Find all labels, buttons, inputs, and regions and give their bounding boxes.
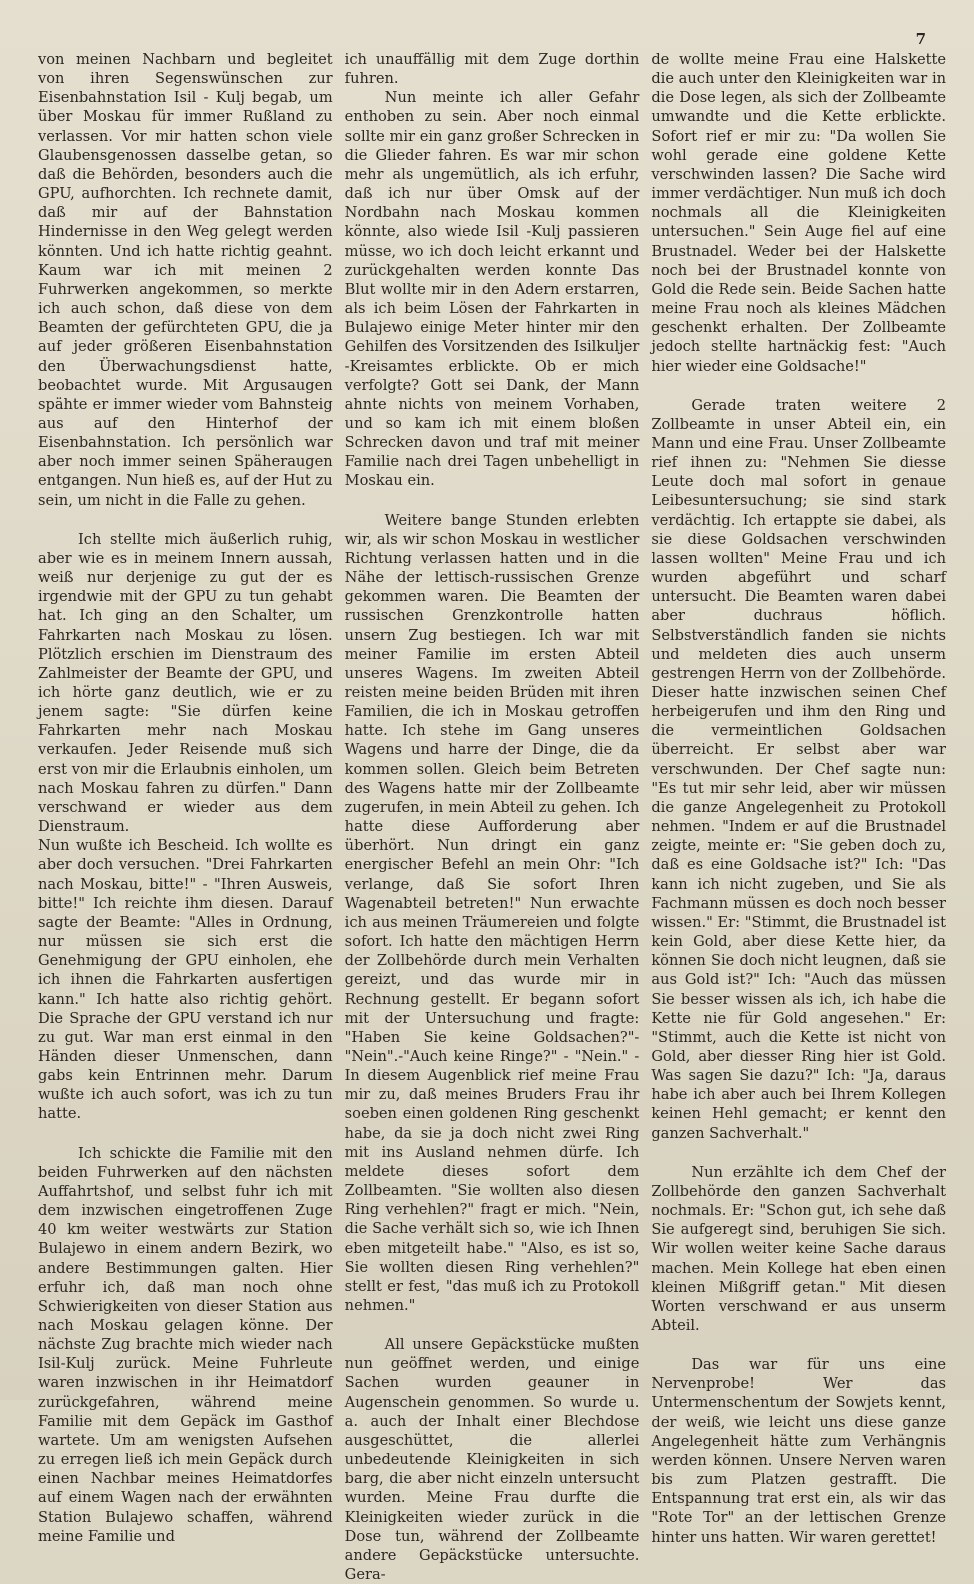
paragraph: Nun wußte ich Bescheid. Ich wollte es aber doch versuchen. "Drei Fahrkarten nach Moskau, bitte!" - "Ihren Ausweis, bitte!" Ich reichte ihm diesen. Darauf sagte der Beamte: "Alles in Ordnung, nur müssen sie sich erst die Genehmigung der GPU einholen, ehe ich ihnen die Fahrkarten ausfertigen kann." Ich hatte also richtig gehört. Die Sprache der GPU verstand ich nur zu gut. War man erst einmal in den Händen dieser Unmenschen, dann gabs kein Entrinnen mehr. Darum wußte ich auch sofort, was ich zu tun hatte. bbox=[38, 837, 333, 1123]
paragraph: Das war für uns eine Nervenprobe! Wer das Untermenschentum der Sowjets kennt, der weiß, wie leicht uns diese ganze Angelegenheit hätte zum Verhängnis werden können. Unsere Nerven waren bis zum Platzen gestrafft. Die Entspannung trat erst ein, als wir das "Rote Tor" an der lettischen Grenze hinter uns hatten. Wir waren gerettet! bbox=[651, 1356, 947, 1546]
page-number: 7 bbox=[915, 30, 926, 48]
column-2 bbox=[345, 50, 640, 1584]
paragraph: de wollte meine Frau eine Halskette die auch unter den Kleinigkeiten war in die Dose legen, als sich der Zollbeamte umwandte und die Kette erblickte. Sofort rief er mir zu: "Da wollen Sie wohl gerade eine goldene Kette verschwinden lassen? Die Sache wird immer verdächtiger. Nun muß ich doch nochmals all die Kleinigkeiten untersuchen." Sein Auge fiel auf eine Brustnadel. Weder bei der Halskette noch bei der Brustnadel konnte von Gold die Rede sein. Beide Sachen hatte meine Frau noch als kleines Mädchen geschenkt erhalten. Der Zollbeamte jedoch stellte hartnäckig fest: "Auch hier wieder eine Goldsache!" bbox=[651, 51, 947, 375]
paragraph: von meinen Nachbarn und begleitet von ihren Segenswünschen zur Eisenbahnstation Isil - Kulj begab, um über Moskau für immer Rußland zu verlassen. Vor mir hatten schon viele Glaubensgenossen dasselbe getan, so daß die Behörden, besonders auch die GPU, aufhorchten. Ich rechnete damit, daß mir auf der Bahnstation Hindernisse in den Weg gelegt werden könnten. Und ich hatte richtig geahnt. Kaum war ich mit meinen 2 Fuhrwerken angekommen, so merkte ich auch schon, daß diese von dem Beamten der gefürchteten GPU, die ja auf jeder größeren Eisenbahnstation den Überwachungsdienst hatte, beobachtet wurde. Mit Argusaugen spähte er immer wieder vom Bahnsteig aus auf den Hinterhof der Eisenbahnstation. Ich persönlich war aber noch immer seinen Späheraugen entgangen. Nun hieß es, auf der Hut zu sein, um nicht in die Falle zu gehen. bbox=[38, 51, 333, 509]
column-1 bbox=[38, 50, 333, 1584]
paragraph: ich unauffällig mit dem Zuge dorthin fuhren. bbox=[344, 51, 640, 88]
paragraph: Nun meinte ich aller Gefahr enthoben zu sein. Aber noch einmal sollte mir ein ganz großer Schrecken in die Glieder fahren. Es war mir schon mehr als ungemütlich, als ich erfuhr, daß ich nur über Omsk auf der Nordbahn nach Moskau kommen könnte, also wiede Isil -Kulj passieren müsse, wo ich doch leicht erkannt und zurückgehalten werden konnte Das Blut wollte mir in den Adern erstarren, als ich beim Lösen der Fahrkarten in Bulajewo einige Meter hinter mir den Gehilfen des Vorsitzenden des Isilkuljer -Kreisamtes erblickte. Ob er mich verfolgte? Gott sei Dank, der Mann ahnte nichts von meinem Vorhaben, und so kam ich mit einem bloßen Schrecken davon und traf mit meiner Familie nach drei Tagen unbehelligt in Moskau ein. bbox=[344, 89, 640, 490]
paragraph: All unsere Gepäckstücke mußten nun geöffnet werden, und einige Sachen wurden geauner in Augenschein genommen. So wurde u. a. auch der Inhalt einer Blechdose ausgeschüttet, die allerlei unbedeutende Kleinigkeiten in sich barg, die aber nicht einzeln untersucht wurden. Meine Frau durfte die Kleinigkeiten wieder zurück in die Dose tun, während der Zollbeamte andere Gepäckstücke untersuchte. Gera- bbox=[344, 1336, 640, 1584]
text-columns bbox=[38, 50, 946, 1584]
paragraph: Weitere bange Stunden erlebten wir, als wir schon Moskau in westlicher Richtung verlassen hatten und in die Nähe der lettisch-russischen Grenze gekommen waren. Die Beamten der russischen Grenzkontrolle hatten unsern Zug bestiegen. Ich war mit meiner Familie im ersten Abteil unseres Wagens. Im zweiten Abteil reisten meine beiden Brüden mit ihren Familien, die ich in Moskau getroffen hatte. Ich stehe im Gang unseres Wagens und harre der Dinge, die da kommen sollen. Gleich beim Betreten des Wagens hatte mir der Zollbeamte zugerufen, in mein Abteil zu gehen. Ich hatte diese Aufforderung aber überhört. Nun dringt ein ganz energischer Befehl an mein Ohr: "Ich verlange, daß Sie sofort Ihren Wagenabteil betreten!" Nun erwachte ich aus meinen Träumereien und folgte sofort. Ich hatte den mächtigen Herrn der Zollbehörde durch mein Verhalten gereizt, und das wurde mir in Rechnung gestellt. Er begann sofort mit der Untersuchung und fragte: "Haben Sie keine Goldsachen?"-"Nein".-"Auch keine Ringe?" - "Nein." - In diesem Augenblick rief meine Frau mir zu, daß meines Bruders Frau ihr soeben einen goldenen Ring geschenkt habe, da sie ja doch nicht zwei Ring mit ins Ausland nehmen dürfe. Ich meldete dieses sofort dem Zollbeamten. "Sie wollten also diesen Ring verhehlen?" fragt er mich. "Nein, die Sache verhält sich so, wie ich Ihnen eben mitgeteilt habe." "Also, es ist so, Sie wollten diesen Ring verhehlen?" stellt er fest, "das muß ich zu Protokoll nehmen." bbox=[344, 511, 640, 1314]
paragraph: Nun erzählte ich dem Chef der Zollbehörde den ganzen Sachverhalt nochmals. Er: "Schon gut, ich sehe daß Sie aufgeregt sind, beruhigen Sie sich. Wir wollen weiter keine Sache daraus machen. Mein Kollege hat eben einen kleinen Mißgriff getan." Mit diesen Worten verschwand er aus unserm Abteil. bbox=[651, 1163, 947, 1334]
paragraph: Ich schickte die Familie mit den beiden Fuhrwerken auf den nächsten Auffahrtshof, und selbst fuhr ich mit dem inzwischen eingetroffenen Zuge 40 km weiter westwärts zur Station Bulajewo in einem andern Bezirk, wo andere Bestimmungen galten. Hier erfuhr ich, daß man noch ohne Schwierigkeiten von dieser Station aus nach Moskau gelagen könne. Der nächste Zug brachte mich wieder nach Isil-Kulj zurück. Meine Fuhrleute waren inzwischen in ihr Heimatdorf zurückgefahren, während meine Familie mit dem Gepäck im Gasthof wartete. Um am wenigsten Aufsehen zu erregen ließ ich mein Gepäck durch einen Nachbar meines Heimatdorfes auf einem Wagen nach der erwähnten Station Bulajewo schaffen, während meine Familie und bbox=[38, 1144, 333, 1545]
column-3 bbox=[651, 50, 946, 1584]
paragraph: Gerade traten weitere 2 Zollbeamte in unser Abteil ein, ein Mann und eine Frau. Unser Zollbeamte rief ihnen zu: "Nehmen Sie diesse Leute doch mal sofort in genaue Leibesuntersuchung; sie sind stark verdächtig. Ich ertappte sie dabei, als sie diese Goldsachen verschwinden lassen wollten" Meine Frau und ich wurden abgeführt und scharf untersucht. Die Beamten waren dabei aber duchraus höflich. Selbstverständlich fanden sie nichts und meldeten dies auch unserm gestrengen Herrn von der Zollbehörde. Dieser hatte inzwischen seinen Chef herbeigerufen und ihm den Ring und die vermeintlichen Goldsachen überreicht. Er selbst aber war verschwunden. Der Chef sagte nun: "Es tut mir sehr leid, aber wir müssen die ganze Angelegenheit zu Protokoll nehmen. "Indem er auf die Brustnadel zeigte, meinte er: "Sie geben doch zu, daß es eine Goldsache ist?" Ich: "Das kann ich nicht zugeben, und Sie als Fachmann müssen es doch noch besser wissen." Er: "Stimmt, die Brustnadel ist kein Gold, aber diese Kette hier, da können Sie doch nicht leugnen, daß sie aus Gold ist?" Ich: "Auch das müssen Sie besser wissen als ich, ich habe die Kette nie für Gold angesehen." Er: "Stimmt, auch die Kette ist nicht von Gold, aber diesser Ring hier ist Gold. Was sagen Sie dazu?" Ich: "Ja, daraus habe ich aber auch bei Ihrem Kollegen keinen Hehl gemacht; er kennt den ganzen Sachverhalt." bbox=[651, 396, 947, 1142]
paragraph: Ich stellte mich äußerlich ruhig, aber wie es in meinem Innern aussah, weiß nur derjenige zu gut der es irgendwie mit der GPU zu tun gehabt hat. Ich ging an den Schalter, um Fahrkarten nach Moskau zu lösen. Plötzlich erschien im Dienstraum des Zahlmeister der Beamte der GPU, und ich hörte ganz deutlich, wie er zu jenem sagte: "Sie dürfen keine Fahrkarten mehr nach Moskau verkaufen. Jeder Reisende muß sich erst von mir die Erlaubnis einholen, um nach Moskau fahren zu dürfen." Dann verschwand er wieder aus dem Dienstraum. bbox=[38, 530, 333, 836]
